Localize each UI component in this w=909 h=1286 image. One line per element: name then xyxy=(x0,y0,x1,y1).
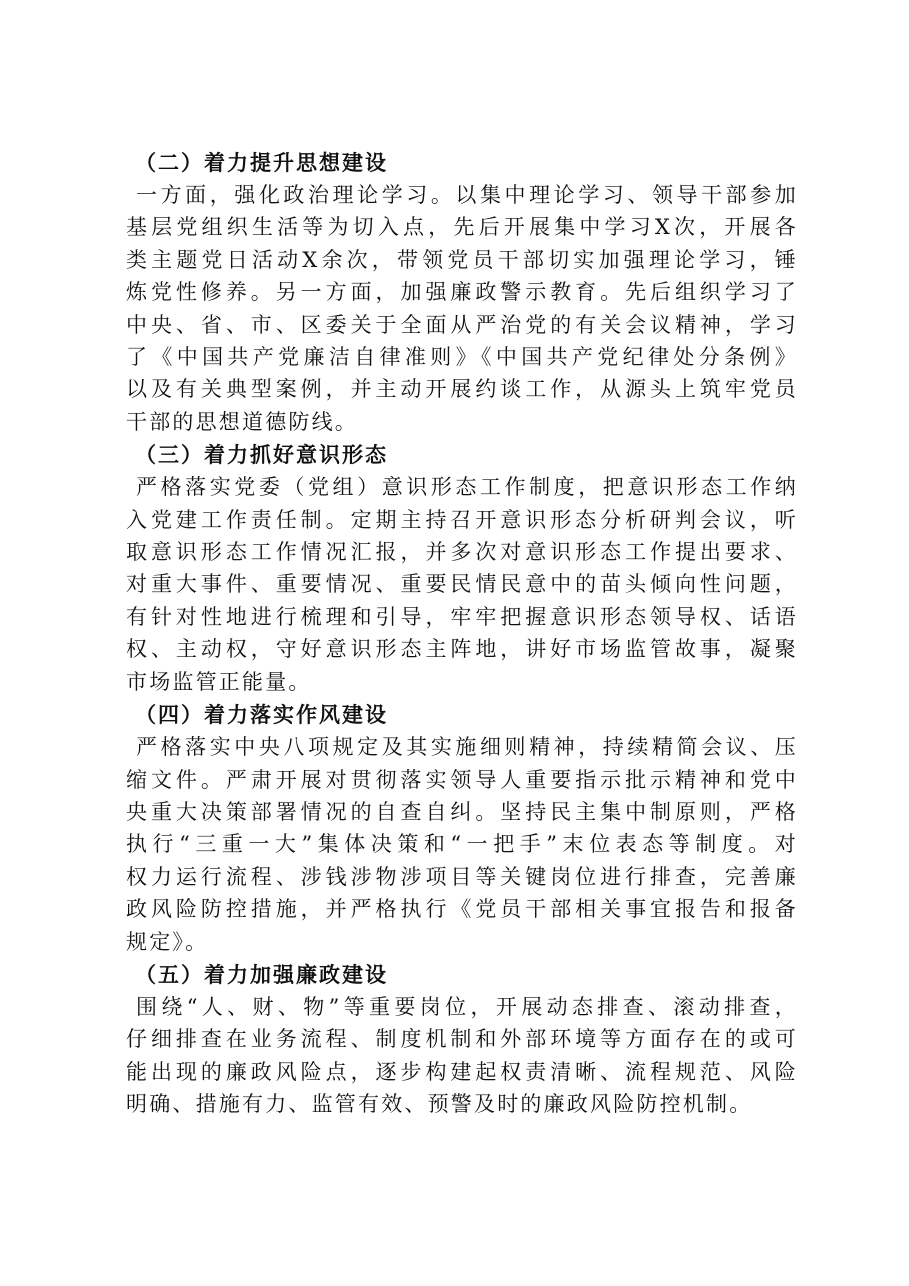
section-ideology xyxy=(116,438,798,698)
paragraph-line: 严格落实中央八项规定及其实施细则精神，持续精简会议、压 xyxy=(136,735,798,760)
section-integrity xyxy=(116,958,798,1121)
paragraph xyxy=(116,471,798,698)
section-heading: （三）着力抓好意识形态 xyxy=(135,442,388,468)
paragraph-line: 权、主动权，守好意识形态主阵地，讲好市场监管故事，凝聚 xyxy=(126,637,798,662)
paragraph-line: 缩文件。严肃开展对贯彻落实领导人重要指示批示精神和党中 xyxy=(126,767,798,792)
paragraph-line: 能出现的廉政风险点，逐步构建起权责清晰、流程规范、风险 xyxy=(126,1059,798,1084)
paragraph-line: 入党建工作责任制。定期主持召开意识形态分析研判会议，听 xyxy=(126,507,798,532)
paragraph-line: 央重大决策部署情况的自查自纠。坚持民主集中制原则，严格 xyxy=(126,799,798,824)
paragraph-line: 市场监管正能量。 xyxy=(126,669,312,694)
paragraph-line: 执行“三重一大”集体决策和“一把手”末位表态等制度。对 xyxy=(126,832,798,857)
section-heading: （五）着力加强廉政建设 xyxy=(135,961,388,987)
section-work-style xyxy=(116,698,798,958)
paragraph-line: 仔细排查在业务流程、制度机制和外部环境等方面存在的或可 xyxy=(126,1027,798,1052)
paragraph-line: 干部的思想道德防线。 xyxy=(126,409,358,434)
paragraph xyxy=(116,991,798,1121)
paragraph-line: 规定》。 xyxy=(126,929,209,954)
paragraph-line: 炼党性修养。另一方面，加强廉政警示教育。先后组织学习了 xyxy=(126,280,798,305)
section-thought-building xyxy=(116,146,798,438)
section-heading: （四）着力落实作风建设 xyxy=(135,702,388,728)
paragraph-line: 类主题党日活动X余次，带领党员干部切实加强理论学习，锤 xyxy=(126,247,798,272)
paragraph-line: 以及有关典型案例，并主动开展约谈工作，从源头上筑牢党员 xyxy=(126,377,798,402)
paragraph xyxy=(116,179,798,438)
paragraph-line: 围绕“人、财、物”等重要岗位，开展动态排查、滚动排查， xyxy=(136,994,798,1019)
paragraph-line: 中央、省、市、区委关于全面从严治党的有关会议精神，学习 xyxy=(126,312,798,337)
document-page xyxy=(116,146,798,1121)
section-heading: （二）着力提升思想建设 xyxy=(135,150,388,175)
paragraph-line: 取意识形态工作情况汇报，并多次对意识形态工作提出要求、 xyxy=(126,540,798,565)
paragraph-line: 权力运行流程、涉钱涉物涉项目等关键岗位进行排查，完善廉 xyxy=(126,864,798,889)
paragraph-line: 有针对性地进行梳理和引导，牢牢把握意识形态领导权、话语 xyxy=(126,604,798,629)
paragraph-line: 政风险防控措施，并严格执行《党员干部相关事宜报告和报备 xyxy=(126,897,798,922)
paragraph-line: 了《中国共产党廉洁自律准则》《中国共产党纪律处分条例》 xyxy=(126,345,798,370)
paragraph-line: 一方面，强化政治理论学习。以集中理论学习、领导干部参加 xyxy=(136,183,798,207)
paragraph-line: 明确、措施有力、监管有效、预警及时的廉政风险防控机制。 xyxy=(126,1092,753,1117)
paragraph-line: 基层党组织生活等为切入点，先后开展集中学习X次，开展各 xyxy=(126,215,798,240)
paragraph xyxy=(116,731,798,958)
paragraph-line: 严格落实党委（党组）意识形态工作制度，把意识形态工作纳 xyxy=(136,475,798,500)
paragraph-line: 对重大事件、重要情况、重要民情民意中的苗头倾向性问题， xyxy=(126,572,798,597)
